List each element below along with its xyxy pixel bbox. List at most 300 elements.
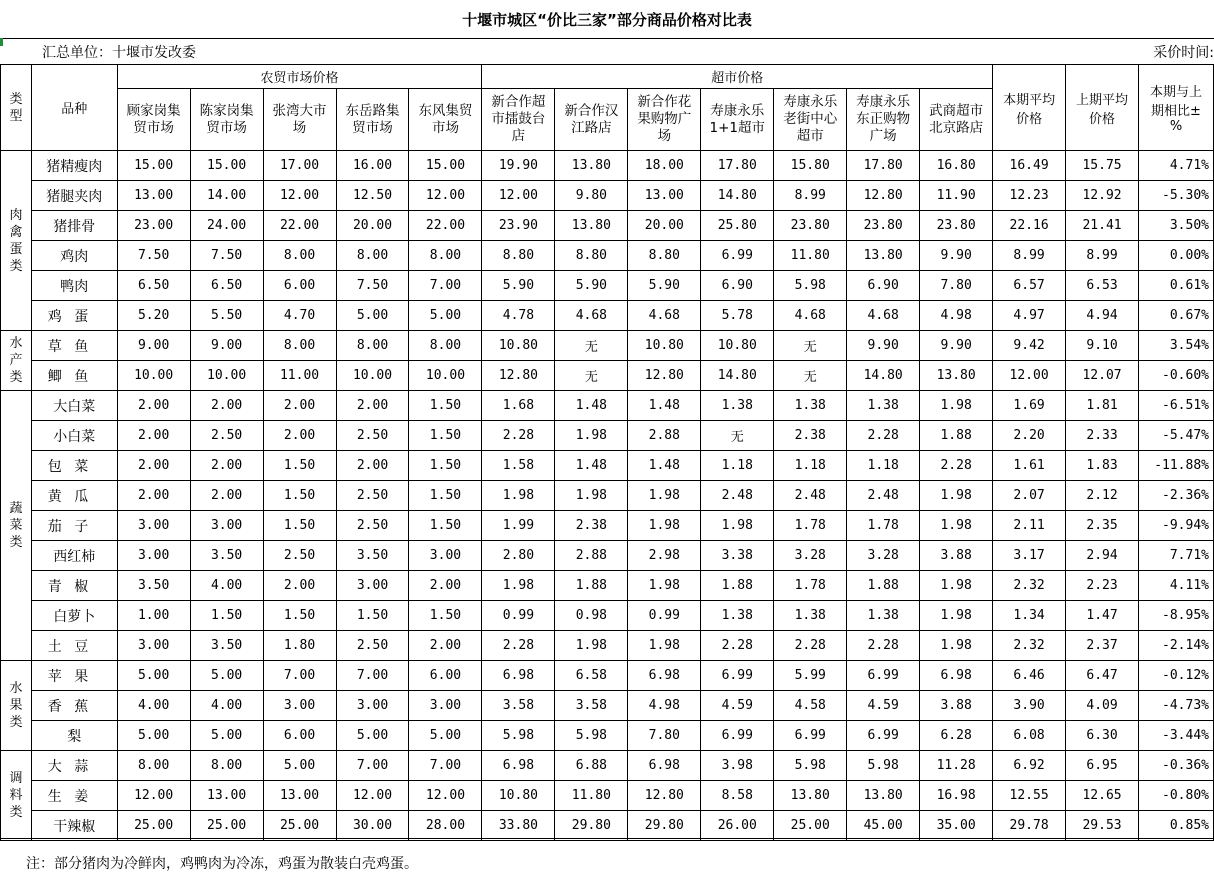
table-row bbox=[1, 541, 1214, 571]
price-cell: 6.99 bbox=[774, 721, 847, 751]
price-cell: 7.80 bbox=[920, 271, 993, 301]
header-farm-markets: 农贸市场价格 bbox=[117, 65, 482, 89]
price-cell: 6.99 bbox=[847, 721, 920, 751]
price-cell: 8.00 bbox=[336, 331, 409, 361]
price-cell: 13.80 bbox=[847, 241, 920, 271]
variety-name: 猪精瘦肉 bbox=[31, 151, 117, 181]
average-price-cell: 4.97 bbox=[993, 301, 1066, 331]
price-cell: 4.68 bbox=[774, 301, 847, 331]
variety-name: 大白菜 bbox=[31, 391, 117, 421]
average-price-cell: 6.46 bbox=[993, 661, 1066, 691]
price-cell: 1.48 bbox=[628, 451, 701, 481]
price-cell: 4.98 bbox=[628, 691, 701, 721]
price-cell: 2.48 bbox=[701, 481, 774, 511]
price-cell: 2.00 bbox=[263, 571, 336, 601]
price-cell: 13.00 bbox=[628, 181, 701, 211]
table-row bbox=[1, 241, 1214, 271]
table-row bbox=[1, 361, 1214, 391]
price-cell: 6.00 bbox=[409, 661, 482, 691]
price-cell: 3.00 bbox=[409, 691, 482, 721]
price-cell: 16.98 bbox=[920, 781, 993, 811]
price-cell: 2.00 bbox=[117, 421, 190, 451]
header-supermarket bbox=[847, 89, 920, 151]
header-current-average bbox=[993, 65, 1066, 151]
price-cell: 5.50 bbox=[190, 301, 263, 331]
price-cell: 9.90 bbox=[920, 241, 993, 271]
change-percent-cell: -11.88% bbox=[1139, 451, 1214, 481]
price-cell: 5.98 bbox=[774, 271, 847, 301]
change-percent-cell: -0.60% bbox=[1139, 361, 1214, 391]
price-cell: 4.68 bbox=[555, 301, 628, 331]
price-cell: 13.80 bbox=[920, 361, 993, 391]
price-cell: 6.00 bbox=[263, 721, 336, 751]
price-cell: 3.88 bbox=[920, 541, 993, 571]
price-cell: 8.00 bbox=[336, 241, 409, 271]
price-cell: 1.98 bbox=[482, 481, 555, 511]
footnote bbox=[0, 838, 1214, 885]
price-cell: 5.98 bbox=[774, 751, 847, 781]
price-cell: 1.38 bbox=[774, 391, 847, 421]
price-cell: 2.00 bbox=[117, 451, 190, 481]
price-cell: 2.50 bbox=[336, 511, 409, 541]
price-cell: 9.00 bbox=[190, 331, 263, 361]
price-cell: 25.80 bbox=[701, 211, 774, 241]
price-cell: 6.58 bbox=[555, 661, 628, 691]
price-cell: 20.00 bbox=[336, 211, 409, 241]
average-price-cell: 6.53 bbox=[1066, 271, 1139, 301]
price-cell: 2.50 bbox=[336, 421, 409, 451]
price-cell: 3.28 bbox=[847, 541, 920, 571]
header-change bbox=[1139, 65, 1214, 151]
price-cell: 2.00 bbox=[263, 421, 336, 451]
price-cell: 11.80 bbox=[774, 241, 847, 271]
price-cell: 1.50 bbox=[263, 511, 336, 541]
price-cell: 10.00 bbox=[117, 361, 190, 391]
price-cell: 1.98 bbox=[920, 481, 993, 511]
price-cell: 17.80 bbox=[701, 151, 774, 181]
category-label: 调料类 bbox=[9, 771, 23, 820]
price-cell: 14.80 bbox=[847, 361, 920, 391]
price-cell: 1.50 bbox=[409, 391, 482, 421]
header-market-label: 东岳路集贸市场 bbox=[345, 102, 400, 136]
change-percent-cell: -0.36% bbox=[1139, 751, 1214, 781]
table-row bbox=[1, 151, 1214, 181]
price-cell: 9.90 bbox=[920, 331, 993, 361]
average-price-cell: 12.00 bbox=[993, 361, 1066, 391]
average-price-cell: 2.32 bbox=[993, 631, 1066, 661]
price-cell: 1.98 bbox=[920, 631, 993, 661]
average-price-cell: 2.23 bbox=[1066, 571, 1139, 601]
price-cell: 5.90 bbox=[555, 271, 628, 301]
price-cell: 7.00 bbox=[336, 661, 409, 691]
header-market-label: 顾家岗集贸市场 bbox=[126, 102, 181, 136]
price-cell: 9.90 bbox=[847, 331, 920, 361]
price-cell: 1.58 bbox=[482, 451, 555, 481]
average-price-cell: 12.55 bbox=[993, 781, 1066, 811]
price-cell: 5.00 bbox=[409, 301, 482, 331]
header-current-average-label: 本期平均价格 bbox=[1003, 92, 1056, 127]
variety-name: 草鱼 bbox=[31, 331, 117, 361]
price-cell: 7.00 bbox=[409, 271, 482, 301]
price-cell: 10.80 bbox=[482, 331, 555, 361]
price-cell: 19.90 bbox=[482, 151, 555, 181]
table-row bbox=[1, 571, 1214, 601]
price-cell: 11.80 bbox=[555, 781, 628, 811]
price-cell: 1.50 bbox=[409, 601, 482, 631]
average-price-cell: 15.75 bbox=[1066, 151, 1139, 181]
variety-name: 白萝卜 bbox=[31, 601, 117, 631]
price-cell: 8.80 bbox=[628, 241, 701, 271]
price-cell: 8.00 bbox=[190, 751, 263, 781]
price-cell: 0.98 bbox=[555, 601, 628, 631]
price-cell: 9.80 bbox=[555, 181, 628, 211]
price-cell: 无 bbox=[774, 331, 847, 361]
price-cell: 17.80 bbox=[847, 151, 920, 181]
price-cell: 6.90 bbox=[701, 271, 774, 301]
header-market-label: 陈家岗集贸市场 bbox=[199, 102, 254, 136]
price-cell: 8.99 bbox=[774, 181, 847, 211]
price-cell: 13.00 bbox=[117, 181, 190, 211]
price-cell: 6.90 bbox=[847, 271, 920, 301]
header-supermarket-label: 寿康永乐老街中心超市 bbox=[783, 94, 838, 144]
price-cell: 6.98 bbox=[628, 751, 701, 781]
price-cell: 30.00 bbox=[336, 811, 409, 841]
price-cell: 8.80 bbox=[555, 241, 628, 271]
price-cell: 1.38 bbox=[701, 601, 774, 631]
category-cell bbox=[1, 751, 32, 841]
average-price-cell: 2.20 bbox=[993, 421, 1066, 451]
average-price-cell: 3.90 bbox=[993, 691, 1066, 721]
header-market bbox=[190, 89, 263, 151]
change-percent-cell: 3.50% bbox=[1139, 211, 1214, 241]
category-cell bbox=[1, 331, 32, 391]
change-percent-cell: 0.61% bbox=[1139, 271, 1214, 301]
price-cell: 15.80 bbox=[774, 151, 847, 181]
average-price-cell: 9.42 bbox=[993, 331, 1066, 361]
header-supermarket bbox=[701, 89, 774, 151]
average-price-cell: 6.92 bbox=[993, 751, 1066, 781]
price-cell: 25.00 bbox=[774, 811, 847, 841]
price-cell: 7.00 bbox=[336, 751, 409, 781]
price-cell: 无 bbox=[701, 421, 774, 451]
price-cell: 2.00 bbox=[409, 571, 482, 601]
variety-name: 生姜 bbox=[31, 781, 117, 811]
price-cell: 4.68 bbox=[847, 301, 920, 331]
price-cell: 2.28 bbox=[482, 421, 555, 451]
variety-name: 猪腿夹肉 bbox=[31, 181, 117, 211]
header-supermarket-label: 寿康永乐东正购物广场 bbox=[856, 94, 911, 144]
price-cell: 1.50 bbox=[263, 601, 336, 631]
variety-name: 土豆 bbox=[31, 631, 117, 661]
price-cell: 6.98 bbox=[920, 661, 993, 691]
price-cell: 6.98 bbox=[482, 661, 555, 691]
price-cell: 9.00 bbox=[117, 331, 190, 361]
price-cell: 2.00 bbox=[190, 481, 263, 511]
price-cell: 1.18 bbox=[701, 451, 774, 481]
price-cell: 2.28 bbox=[847, 631, 920, 661]
table-body bbox=[1, 65, 1214, 841]
average-price-cell: 12.07 bbox=[1066, 361, 1139, 391]
table-row bbox=[1, 721, 1214, 751]
price-cell: 1.98 bbox=[920, 391, 993, 421]
price-cell: 12.80 bbox=[628, 781, 701, 811]
price-cell: 7.50 bbox=[190, 241, 263, 271]
price-cell: 2.88 bbox=[628, 421, 701, 451]
variety-name: 鲫鱼 bbox=[31, 361, 117, 391]
average-price-cell: 1.34 bbox=[993, 601, 1066, 631]
average-price-cell: 12.65 bbox=[1066, 781, 1139, 811]
change-percent-cell: 7.71% bbox=[1139, 541, 1214, 571]
header-supermarket bbox=[555, 89, 628, 151]
price-cell: 1.50 bbox=[336, 601, 409, 631]
price-table bbox=[0, 64, 1214, 841]
sheet-title: 十堰市城区“价比三家”部分商品价格对比表 bbox=[0, 0, 1214, 39]
price-cell: 3.00 bbox=[263, 691, 336, 721]
price-cell: 3.00 bbox=[190, 511, 263, 541]
price-cell: 1.68 bbox=[482, 391, 555, 421]
table-row bbox=[1, 301, 1214, 331]
price-cell: 2.28 bbox=[920, 451, 993, 481]
price-cell: 10.00 bbox=[336, 361, 409, 391]
collection-time: 采价时间: bbox=[1153, 45, 1214, 61]
header-row-groups bbox=[1, 65, 1214, 89]
price-cell: 4.98 bbox=[920, 301, 993, 331]
average-price-cell: 6.30 bbox=[1066, 721, 1139, 751]
average-price-cell: 2.94 bbox=[1066, 541, 1139, 571]
price-cell: 2.88 bbox=[555, 541, 628, 571]
price-cell: 5.00 bbox=[190, 721, 263, 751]
price-cell: 5.90 bbox=[482, 271, 555, 301]
price-cell: 1.78 bbox=[774, 571, 847, 601]
average-price-cell: 1.69 bbox=[993, 391, 1066, 421]
price-cell: 16.80 bbox=[920, 151, 993, 181]
price-cell: 2.38 bbox=[774, 421, 847, 451]
price-cell: 2.98 bbox=[628, 541, 701, 571]
average-price-cell: 2.35 bbox=[1066, 511, 1139, 541]
price-cell: 12.00 bbox=[117, 781, 190, 811]
price-cell: 1.38 bbox=[847, 601, 920, 631]
price-cell: 3.50 bbox=[190, 541, 263, 571]
category-label: 肉禽蛋类 bbox=[9, 207, 23, 274]
price-cell: 1.98 bbox=[628, 571, 701, 601]
variety-name: 苹果 bbox=[31, 661, 117, 691]
price-cell: 17.00 bbox=[263, 151, 336, 181]
variety-name: 黄瓜 bbox=[31, 481, 117, 511]
change-percent-cell: -5.47% bbox=[1139, 421, 1214, 451]
average-price-cell: 12.92 bbox=[1066, 181, 1139, 211]
price-cell: 6.99 bbox=[701, 241, 774, 271]
header-supermarket-label: 新合作汉江路店 bbox=[564, 102, 619, 136]
price-cell: 2.38 bbox=[555, 511, 628, 541]
price-cell: 1.98 bbox=[555, 421, 628, 451]
header-market bbox=[409, 89, 482, 151]
average-price-cell: 6.95 bbox=[1066, 751, 1139, 781]
table-row bbox=[1, 811, 1214, 841]
price-cell: 10.80 bbox=[701, 331, 774, 361]
price-cell: 3.00 bbox=[336, 571, 409, 601]
price-cell: 25.00 bbox=[117, 811, 190, 841]
price-cell: 5.00 bbox=[190, 661, 263, 691]
change-percent-cell: -0.80% bbox=[1139, 781, 1214, 811]
average-price-cell: 4.94 bbox=[1066, 301, 1139, 331]
price-cell: 1.88 bbox=[847, 571, 920, 601]
price-cell: 4.70 bbox=[263, 301, 336, 331]
table-row bbox=[1, 481, 1214, 511]
header-market bbox=[263, 89, 336, 151]
price-cell: 4.00 bbox=[190, 571, 263, 601]
price-cell: 1.00 bbox=[117, 601, 190, 631]
price-cell: 1.98 bbox=[555, 481, 628, 511]
average-price-cell: 4.09 bbox=[1066, 691, 1139, 721]
price-cell: 10.00 bbox=[409, 361, 482, 391]
price-cell: 2.00 bbox=[336, 451, 409, 481]
price-cell: 12.00 bbox=[409, 181, 482, 211]
price-cell: 1.48 bbox=[628, 391, 701, 421]
price-cell: 24.00 bbox=[190, 211, 263, 241]
change-percent-cell: -2.36% bbox=[1139, 481, 1214, 511]
price-cell: 5.20 bbox=[117, 301, 190, 331]
header-supermarkets: 超市价格 bbox=[482, 65, 993, 89]
price-cell: 15.00 bbox=[190, 151, 263, 181]
price-cell: 5.98 bbox=[847, 751, 920, 781]
header-supermarket bbox=[628, 89, 701, 151]
average-price-cell: 21.41 bbox=[1066, 211, 1139, 241]
price-cell: 10.00 bbox=[190, 361, 263, 391]
change-percent-cell: -0.12% bbox=[1139, 661, 1214, 691]
header-supermarket-label: 新合作超市擂鼓台店 bbox=[491, 94, 546, 144]
price-cell: 5.00 bbox=[409, 721, 482, 751]
price-cell: 3.58 bbox=[555, 691, 628, 721]
header-type bbox=[1, 65, 32, 151]
average-price-cell: 8.99 bbox=[993, 241, 1066, 271]
header-type-label: 类型 bbox=[9, 91, 23, 124]
price-cell: 20.00 bbox=[628, 211, 701, 241]
footnote-text: 注：部分猪肉为冷鲜肉，鸡鸭肉为冷冻，鸡蛋为散装白壳鸡蛋。 bbox=[26, 856, 418, 872]
category-cell bbox=[1, 391, 32, 661]
price-cell: 14.00 bbox=[190, 181, 263, 211]
price-cell: 29.80 bbox=[555, 811, 628, 841]
price-cell: 1.88 bbox=[701, 571, 774, 601]
summary-unit: 汇总单位：十堰市发改委 bbox=[42, 45, 196, 61]
header-change-label: 本期与上期相比±% bbox=[1149, 85, 1202, 134]
price-cell: 1.98 bbox=[701, 511, 774, 541]
price-cell: 6.99 bbox=[701, 721, 774, 751]
price-cell: 1.18 bbox=[774, 451, 847, 481]
price-cell: 1.98 bbox=[628, 631, 701, 661]
price-cell: 2.00 bbox=[336, 391, 409, 421]
price-cell: 12.00 bbox=[336, 781, 409, 811]
price-cell: 2.50 bbox=[190, 421, 263, 451]
price-cell: 6.98 bbox=[628, 661, 701, 691]
table-row bbox=[1, 331, 1214, 361]
price-cell: 22.00 bbox=[409, 211, 482, 241]
price-cell: 1.78 bbox=[847, 511, 920, 541]
header-market-label: 张湾大市场 bbox=[272, 102, 327, 136]
price-cell: 23.80 bbox=[774, 211, 847, 241]
price-cell: 1.50 bbox=[409, 481, 482, 511]
price-cell: 1.38 bbox=[701, 391, 774, 421]
average-price-cell: 1.61 bbox=[993, 451, 1066, 481]
price-cell: 2.00 bbox=[117, 391, 190, 421]
price-cell: 18.00 bbox=[628, 151, 701, 181]
category-cell bbox=[1, 661, 32, 751]
price-cell: 1.88 bbox=[920, 421, 993, 451]
average-price-cell: 2.11 bbox=[993, 511, 1066, 541]
average-price-cell: 2.32 bbox=[993, 571, 1066, 601]
price-cell: 3.38 bbox=[701, 541, 774, 571]
price-cell: 1.50 bbox=[409, 451, 482, 481]
price-cell: 3.50 bbox=[190, 631, 263, 661]
header-supermarket bbox=[774, 89, 847, 151]
price-cell: 13.80 bbox=[555, 151, 628, 181]
price-cell: 8.80 bbox=[482, 241, 555, 271]
price-cell: 1.98 bbox=[555, 631, 628, 661]
price-cell: 25.00 bbox=[190, 811, 263, 841]
change-percent-cell: -9.94% bbox=[1139, 511, 1214, 541]
price-cell: 12.00 bbox=[409, 781, 482, 811]
table-row bbox=[1, 631, 1214, 661]
price-cell: 1.50 bbox=[190, 601, 263, 631]
price-cell: 7.00 bbox=[409, 751, 482, 781]
average-price-cell: 1.47 bbox=[1066, 601, 1139, 631]
price-cell: 1.50 bbox=[263, 451, 336, 481]
average-price-cell: 9.10 bbox=[1066, 331, 1139, 361]
price-cell: 16.00 bbox=[336, 151, 409, 181]
price-cell: 13.80 bbox=[774, 781, 847, 811]
price-cell: 1.98 bbox=[628, 481, 701, 511]
price-cell: 5.90 bbox=[628, 271, 701, 301]
category-cell bbox=[1, 151, 32, 331]
table-row bbox=[1, 751, 1214, 781]
price-cell: 5.99 bbox=[774, 661, 847, 691]
price-cell: 23.80 bbox=[920, 211, 993, 241]
price-cell: 15.00 bbox=[409, 151, 482, 181]
header-previous-average bbox=[1066, 65, 1139, 151]
price-cell: 5.78 bbox=[701, 301, 774, 331]
price-cell: 5.00 bbox=[336, 721, 409, 751]
price-cell: 1.78 bbox=[774, 511, 847, 541]
price-cell: 6.98 bbox=[482, 751, 555, 781]
change-percent-cell: 3.54% bbox=[1139, 331, 1214, 361]
price-cell: 2.00 bbox=[263, 391, 336, 421]
price-cell: 4.00 bbox=[117, 691, 190, 721]
price-cell: 1.98 bbox=[628, 511, 701, 541]
price-cell: 13.00 bbox=[263, 781, 336, 811]
header-market bbox=[117, 89, 190, 151]
variety-name: 鸡肉 bbox=[31, 241, 117, 271]
change-percent-cell: -8.95% bbox=[1139, 601, 1214, 631]
price-cell: 6.99 bbox=[701, 661, 774, 691]
table-row bbox=[1, 421, 1214, 451]
variety-name: 猪排骨 bbox=[31, 211, 117, 241]
price-cell: 2.80 bbox=[482, 541, 555, 571]
price-cell: 无 bbox=[555, 361, 628, 391]
table-row bbox=[1, 511, 1214, 541]
average-price-cell: 6.47 bbox=[1066, 661, 1139, 691]
average-price-cell: 2.37 bbox=[1066, 631, 1139, 661]
price-cell: 2.48 bbox=[847, 481, 920, 511]
variety-name: 小白菜 bbox=[31, 421, 117, 451]
table-row bbox=[1, 451, 1214, 481]
change-percent-cell: -2.14% bbox=[1139, 631, 1214, 661]
change-percent-cell: -3.44% bbox=[1139, 721, 1214, 751]
price-cell: 26.00 bbox=[701, 811, 774, 841]
average-price-cell: 16.49 bbox=[993, 151, 1066, 181]
price-cell: 5.00 bbox=[117, 721, 190, 751]
table-row bbox=[1, 211, 1214, 241]
price-cell: 8.00 bbox=[263, 331, 336, 361]
variety-name: 茄子 bbox=[31, 511, 117, 541]
